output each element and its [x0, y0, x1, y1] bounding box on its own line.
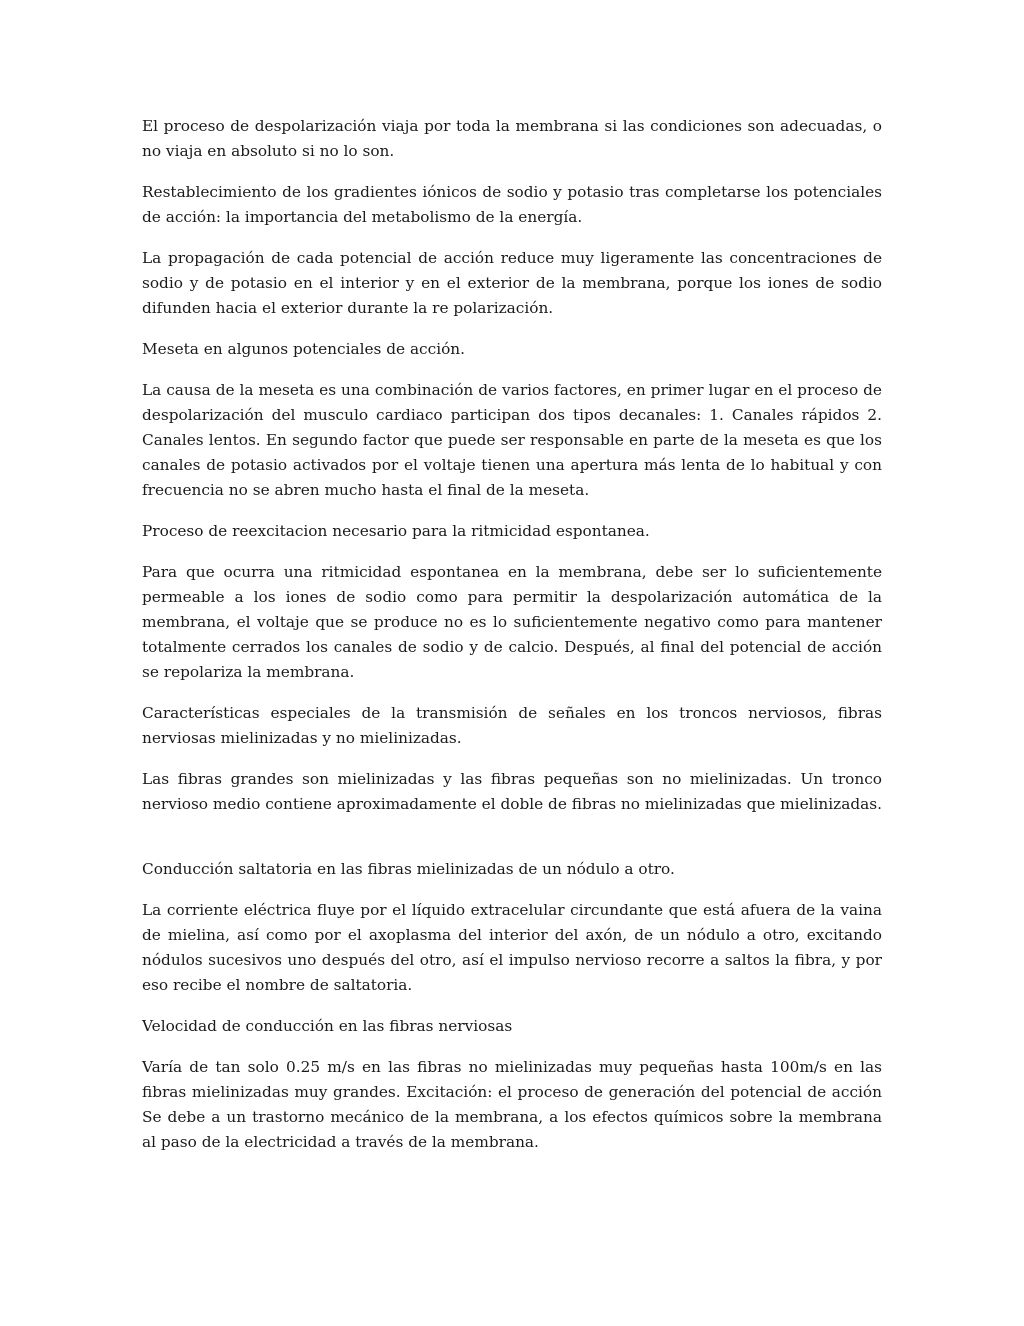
paragraph-propagacion: La propagación de cada potencial de acción reduce muy ligeramente las concentraciones de sodio y de potasio en el interior y en el exterior de la membrana, porque los iones de sodio difunden hacia el exterior durante la re polarización. [142, 249, 882, 317]
paragraph-conduccion-heading: Conducción saltatoria en las fibras mielinizadas de un nódulo a otro. [142, 860, 675, 878]
paragraph-restablecimiento-heading: Restablecimiento de los gradientes iónicos de sodio y potasio tras completarse los potenciales de acción: la importancia del metabolismo de la energía. [142, 183, 882, 226]
paragraph-ritmicidad: Para que ocurra una ritmicidad espontanea en la membrana, debe ser lo suficientemente permeable a los iones de sodio como para permitir la despolarización automática de la membrana, el voltaje que se produce no es lo suficientemente negativo como para mantener totalmente cerrados los canales de sodio y de calcio. Después, al final del potencial de acción se repolariza la membrana. [142, 563, 882, 681]
paragraph-reexcitacion-heading: Proceso de reexcitacion necesario para la ritmicidad espontanea. [142, 522, 650, 540]
paragraph-meseta-heading: Meseta en algunos potenciales de acción. [142, 340, 466, 358]
paragraph-causa-meseta: La causa de la meseta es una combinación de varios factores, en primer lugar en el proceso de despolarización del musculo cardiaco participan dos tipos decanales: 1. Canales rápidos 2. Canales lentos. En segundo factor que puede ser responsable en parte de la meseta es que los canales de potasio activados por el voltaje tienen una apertura más lenta de lo habitual y con frecuencia no se abren mucho hasta el final de la meseta. [142, 381, 882, 499]
paragraph-corriente: La corriente eléctrica fluye por el líquido extracelular circundante que está afuera de la vaina de mielina, así como por el axoplasma del interior del axón, de un nódulo a otro, excitando nódulos sucesivos uno después del otro, así el impulso nervioso recorre a saltos la fibra, y por eso recibe el nombre de saltatoria. [142, 901, 882, 994]
paragraph-velocidad: Varía de tan solo 0.25 m/s en las fibras no mielinizadas muy pequeñas hasta 100m/s en las fibras mielinizadas muy grandes. Excitación: el proceso de generación del potencial de acción Se debe a un trastorno mecánico de la membrana, a los efectos químicos sobre la membrana al paso de la electricidad a través de la membrana. [142, 1058, 882, 1151]
paragraph-caracteristicas-heading: Características especiales de la transmisión de señales en los troncos nerviosos, fibras nerviosas mielinizadas y no mielinizadas. [142, 704, 882, 747]
document-body [142, 114, 882, 1171]
paragraph-velocidad-heading: Velocidad de conducción en las fibras nerviosas [142, 1017, 513, 1035]
paragraph-fibras: Las fibras grandes son mielinizadas y las fibras pequeñas son no mielinizadas. Un tronco nervioso medio contiene aproximadamente el doble de fibras no mielinizadas que mielinizadas. [142, 770, 882, 813]
paragraph-despolarizacion: El proceso de despolarización viaja por toda la membrana si las condiciones son adecuadas, o no viaja en absoluto si no lo son. [142, 117, 882, 160]
